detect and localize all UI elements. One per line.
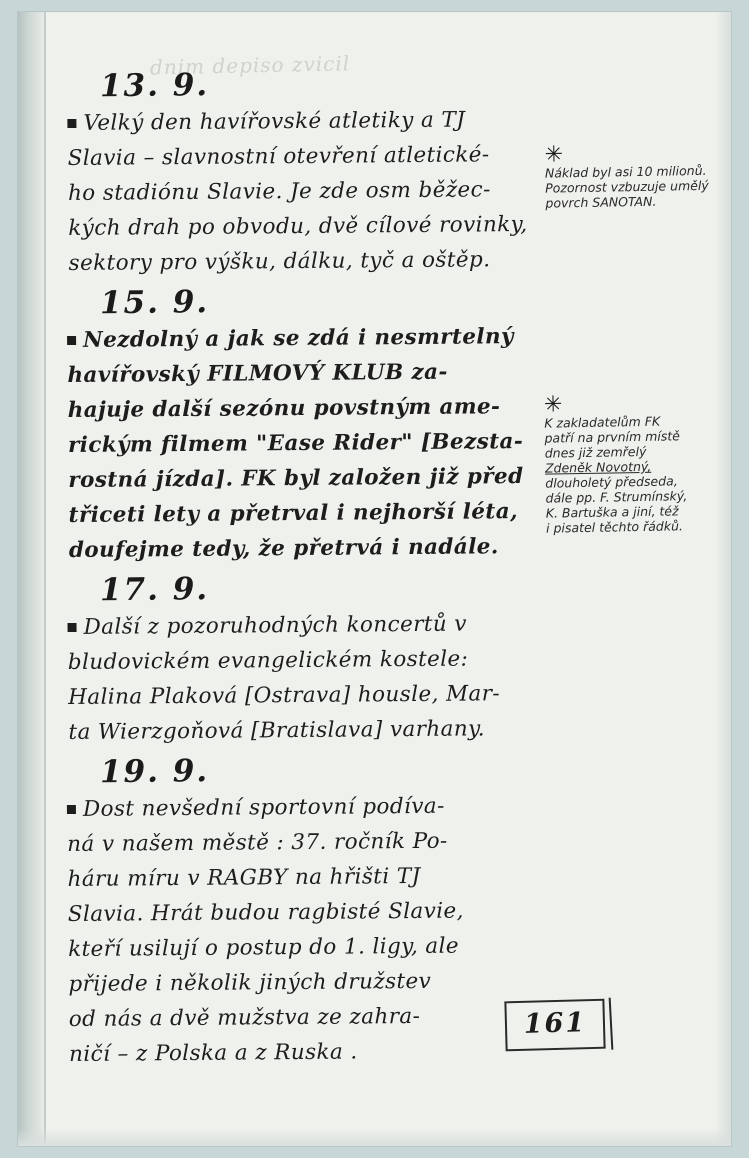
entry-line: Halina Plaková [Ostrava] housle, Mar- <box>68 681 501 711</box>
margin-note-line: dále pp. F. Strumínský, <box>545 488 688 506</box>
margin-note-line: i pisatel těchto řádků. <box>545 518 684 536</box>
binding-edge-line <box>44 12 46 1146</box>
entry-body <box>67 788 531 1072</box>
square-bullet-icon <box>67 336 76 345</box>
page-number-tick-mark <box>597 998 614 1051</box>
margin-note-line: dnes již zemřelý <box>544 443 647 461</box>
entry-line: rostná jízda]. FK byl založen již před <box>68 464 524 494</box>
entry-line: Slavia – slavnostní otevření atletické- <box>67 142 490 172</box>
entry-line: třiceti lety a přetrval i nejhorší léta, <box>68 499 519 529</box>
entry-line: Velký den havířovské atletiky a TJ <box>83 107 466 136</box>
entry-line: rickým filmem "Ease Rider" [Bezsta- <box>67 429 524 459</box>
chronicle-text-column <box>68 62 530 1072</box>
margin-note-line: K. Bartuška a jiní, též <box>545 503 679 521</box>
entry-line: přijede i několik jiných družstev <box>68 968 432 998</box>
margin-note-1 <box>544 144 735 210</box>
entry-body <box>67 102 531 281</box>
entry-line: havířovský FILMOVÝ KLUB za- <box>67 359 448 389</box>
entry-date: 17. 9. <box>99 571 210 609</box>
square-bullet-icon <box>68 623 77 632</box>
asterisk-marker-icon: ✳ <box>543 392 563 418</box>
square-bullet-icon <box>67 119 76 128</box>
margin-note-2 <box>544 394 736 535</box>
margin-note-line: K zakladatelům FK <box>544 413 661 431</box>
entry-date: 13. 9. <box>99 67 210 105</box>
entry-line: Slavia. Hrát budou ragbisté Slavie, <box>67 898 464 928</box>
page-number-box <box>504 999 605 1052</box>
ghost-text-bleedthrough: dnim depiso zvicil <box>149 51 351 80</box>
entry-line: Nezdolný a jak se zdá i nesmrtelný <box>82 324 514 353</box>
entry-date: 19. 9. <box>99 753 210 791</box>
margin-note-line-underlined: Zdeněk Novotný, <box>544 458 652 476</box>
margin-note-line: povrch SANOTAN. <box>545 193 657 211</box>
entry-line: hajuje další sezónu povstným ame- <box>67 394 501 424</box>
margin-note-line: Náklad byl asi 10 milionů. <box>544 162 707 181</box>
entry-line: kteří usilují o postup do 1. ligy, ale <box>68 933 460 963</box>
entry-line: od nás a dvě mužstva ze zahra- <box>68 1003 421 1033</box>
entry-line: háru míru v RAGBY na hřišti TJ <box>67 863 421 893</box>
entry-line: kých drah po obvodu, dvě cílové rovinky, <box>68 212 528 242</box>
margin-note-line: dlouholetý předseda, <box>545 473 678 491</box>
margin-note-line: patří na prvním místě <box>544 428 681 446</box>
entry-line: ho stadiónu Slavie. Je zde osm běžec- <box>67 177 491 207</box>
entry-line: ná v našem městě : 37. ročník Po- <box>67 828 448 858</box>
binding-shadow <box>18 12 44 1146</box>
entry-line: doufejme tedy, že přetrvá i nadále. <box>68 534 499 564</box>
page-number: 161 <box>523 1007 587 1040</box>
paper-edge-shading-bottom <box>18 1128 731 1146</box>
entry-body <box>67 319 531 568</box>
entry-line: Dost nevšední sportovní podíva- <box>82 793 445 822</box>
entry-line: ta Wierzgoňová [Bratislava] varhany. <box>68 716 486 746</box>
entry-line: bludovickém evangelickém kostele: <box>67 646 469 676</box>
entry-body <box>67 606 530 750</box>
entry-date: 15. 9. <box>99 284 210 322</box>
entry-line: sektory pro výšku, dálku, tyč a oštěp. <box>68 247 491 277</box>
entry-line: ničí – z Polska a z Ruska . <box>68 1039 358 1068</box>
square-bullet-icon <box>67 805 76 814</box>
entry-line: Další z pozoruhodných koncertů v <box>83 611 467 640</box>
asterisk-marker-icon: ✳ <box>544 142 564 168</box>
margin-note-line: Pozornost vzbuzuje umělý <box>545 177 709 196</box>
